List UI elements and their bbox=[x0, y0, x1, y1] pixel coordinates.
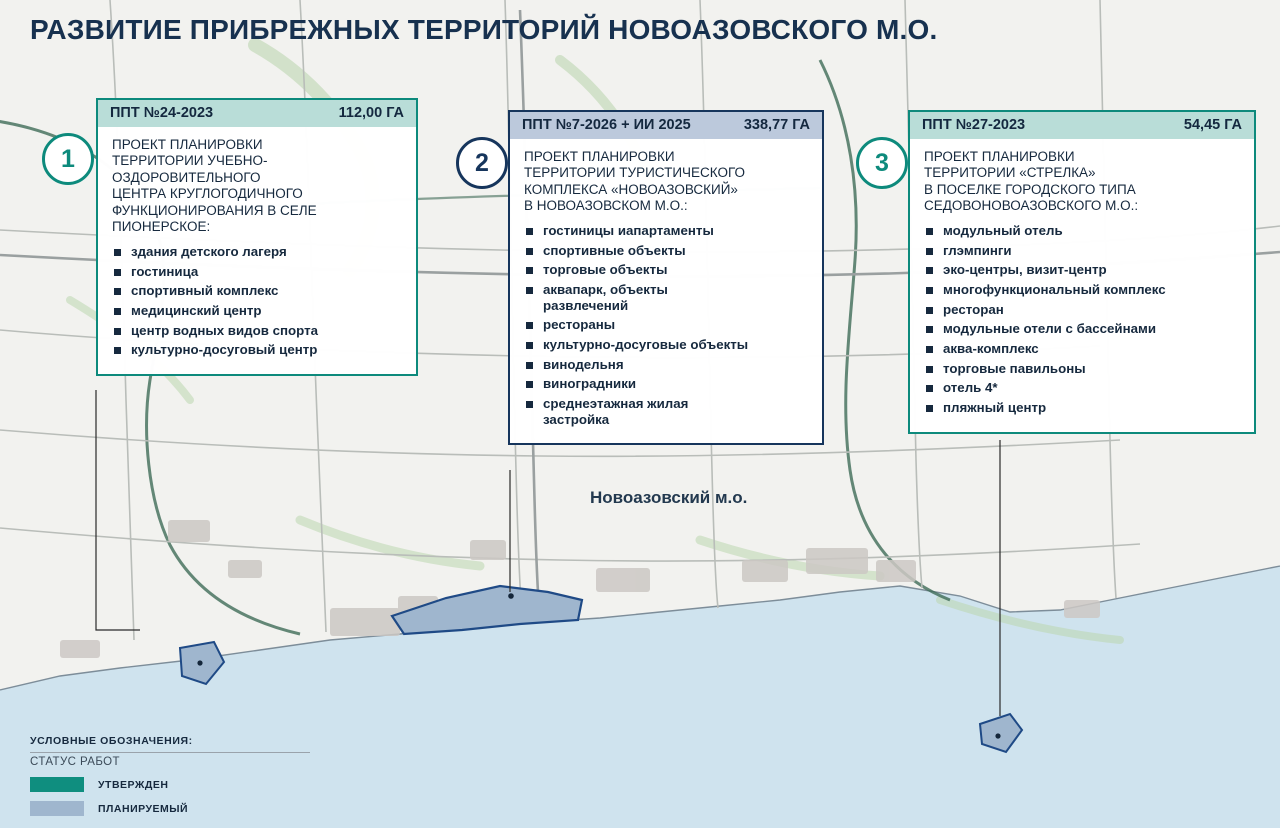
list-item: аквапарк, объекты развлечений bbox=[524, 282, 808, 313]
project-card-3-area: 54,45 ГА bbox=[1183, 117, 1242, 133]
project-badge-3[interactable]: 3 bbox=[856, 137, 908, 189]
map-area-label: Новоазовский м.о. bbox=[590, 488, 748, 507]
list-item: пляжный центр bbox=[924, 400, 1240, 416]
list-item: среднеэтажная жилая застройка bbox=[524, 396, 808, 427]
list-item: торговые объекты bbox=[524, 262, 808, 278]
project-card-3-list bbox=[924, 223, 1240, 416]
list-item: модульные отели с бассейнами bbox=[924, 321, 1240, 337]
list-item: торговые павильоны bbox=[924, 361, 1240, 377]
legend-label-approved: УТВЕРЖДЕН bbox=[98, 778, 169, 791]
project-card-2-area: 338,77 ГА bbox=[743, 117, 810, 133]
list-item: ресторан bbox=[924, 302, 1240, 318]
legend-item-planned bbox=[30, 801, 330, 816]
project-card-2 bbox=[508, 110, 824, 445]
legend-swatch-planned bbox=[30, 801, 84, 816]
legend-title: УСЛОВНЫЕ ОБОЗНАЧЕНИЯ: bbox=[30, 735, 193, 747]
project-card-2-list bbox=[524, 223, 808, 428]
legend-divider bbox=[30, 752, 310, 753]
project-card-1-area: 112,00 ГА bbox=[338, 105, 404, 121]
project-card-3-intro: ПРОЕКТ ПЛАНИРОВКИ ТЕРРИТОРИИ «СТРЕЛКА» В ПОСЕЛКЕ ГОРОДСКОГО ТИПА СЕДОВОНОВОАЗОВСКОГО М.О.: bbox=[924, 149, 1139, 214]
project-card-1 bbox=[96, 98, 418, 376]
project-card-1-list bbox=[112, 244, 402, 358]
project-card-3 bbox=[908, 110, 1256, 434]
list-item: культурно-досуговые объекты bbox=[524, 337, 808, 353]
list-item: многофункциональный комплекс bbox=[924, 282, 1240, 298]
list-item: винодельня bbox=[524, 357, 808, 373]
project-card-1-body bbox=[98, 127, 416, 374]
project-card-1-intro: ПРОЕКТ ПЛАНИРОВКИ ТЕРРИТОРИИ УЧЕБНО- ОЗДОРОВИТЕЛЬНОГО ЦЕНТРА КРУГЛОГОДИЧНОГО ФУНКЦИОНИРОВАНИЯ В СЕЛЕ ПИОНЕРСКОЕ: bbox=[112, 137, 317, 235]
project-badge-1[interactable]: 1 bbox=[42, 133, 94, 185]
project-card-3-code: ППТ №27-2023 bbox=[922, 117, 1026, 133]
list-item: виноградники bbox=[524, 376, 808, 392]
list-item: спортивные объекты bbox=[524, 243, 808, 259]
project-card-1-code: ППТ №24-2023 bbox=[110, 105, 214, 121]
list-item: модульный отель bbox=[924, 223, 1240, 239]
project-card-2-header bbox=[510, 112, 822, 139]
list-item: культурно-досуговый центр bbox=[112, 342, 402, 358]
project-card-2-intro: ПРОЕКТ ПЛАНИРОВКИ ТЕРРИТОРИИ ТУРИСТИЧЕСКОГО КОМПЛЕКСА «НОВОАЗОВСКИЙ» В НОВОАЗОВСКОМ М.О.: bbox=[524, 149, 746, 214]
list-item: центр водных видов спорта bbox=[112, 323, 402, 339]
legend-subtitle: СТАТУС РАБОТ bbox=[30, 756, 120, 768]
project-card-2-code: ППТ №7-2026 + ИИ 2025 bbox=[522, 117, 691, 133]
list-item: здания детского лагеря bbox=[112, 244, 402, 260]
project-card-2-body bbox=[510, 139, 822, 443]
project-card-1-header bbox=[98, 100, 416, 127]
list-item: спортивный комплекс bbox=[112, 283, 402, 299]
list-item: аква-комплекс bbox=[924, 341, 1240, 357]
page-title: РАЗВИТИЕ ПРИБРЕЖНЫХ ТЕРРИТОРИЙ НОВОАЗОВСКОГО М.О. bbox=[30, 14, 938, 45]
list-item: эко-центры, визит-центр bbox=[924, 262, 1240, 278]
list-item: гостиница bbox=[112, 264, 402, 280]
legend bbox=[30, 735, 330, 816]
list-item: рестораны bbox=[524, 317, 808, 333]
list-item: медицинский центр bbox=[112, 303, 402, 319]
list-item: отель 4* bbox=[924, 380, 1240, 396]
legend-label-planned: ПЛАНИРУЕМЫЙ bbox=[98, 802, 189, 815]
legend-item-approved bbox=[30, 777, 330, 792]
legend-swatch-approved bbox=[30, 777, 84, 792]
list-item: гостиницы иапартаменты bbox=[524, 223, 808, 239]
project-card-3-header bbox=[910, 112, 1254, 139]
project-card-3-body bbox=[910, 139, 1254, 432]
project-badge-2[interactable]: 2 bbox=[456, 137, 508, 189]
list-item: глэмпинги bbox=[924, 243, 1240, 259]
